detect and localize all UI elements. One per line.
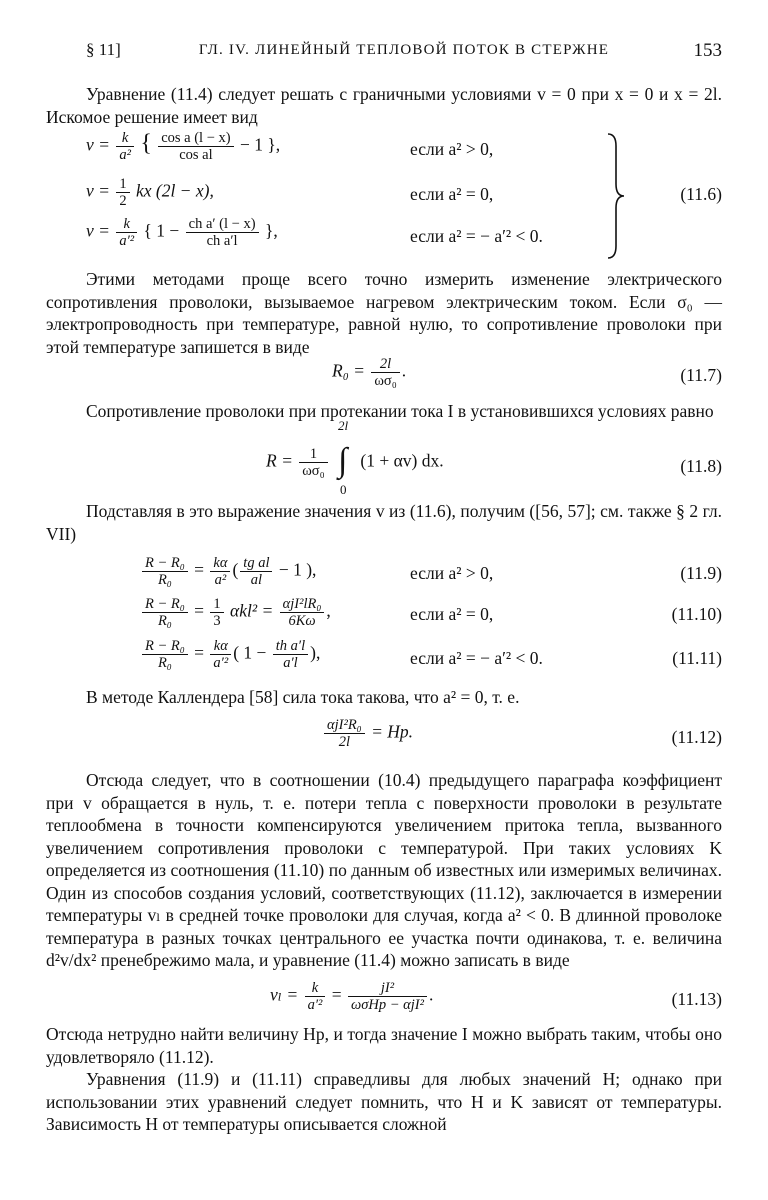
equation-11-8 xyxy=(266,417,444,497)
paragraph: Подставляя в это выражение значения v из (11.6), получим ([56, 57]; см. также § 2 гл. VII) xyxy=(46,501,722,544)
eq-text: v = xyxy=(86,134,110,155)
eq-text: = xyxy=(331,984,342,1005)
equation-number: (11.7) xyxy=(680,365,722,385)
paragraph: Этими методами проще всего точно измерить изменение электрического сопротивления проволоки, вызываемое нагревом электрическим током. Если σ₀ — электропроводность при температуре, равной нулю, то сопротивление проволоки при этой температуре запишется в виде xyxy=(46,269,722,357)
equation-11-6a: v = $\frac{k}{\text{a²}}$ { $\frac{\text{cos a (l − x)}}{\text{cos al}}$ − 1 }, xyxy=(86,130,281,163)
eq-text: = xyxy=(194,642,205,663)
equation-number: (11.11) xyxy=(672,648,722,668)
equation-number: (11.13) xyxy=(671,989,722,1009)
paragraph: В методе Каллендера [58] сила тока такова, что a² = 0, т. е. xyxy=(86,687,520,707)
eq-text: 2l xyxy=(338,417,349,433)
eq-text: . xyxy=(428,984,434,1005)
eq-text: k xyxy=(305,980,326,997)
integral-sign: 2l ∫ 0 xyxy=(338,417,349,497)
eq-text: . xyxy=(401,360,407,381)
eq-text: }, xyxy=(264,220,278,241)
eq-text: { 1 − xyxy=(143,220,180,241)
eq-text: ωσHp − αjI² xyxy=(350,997,424,1013)
equation-number: (11.12) xyxy=(671,727,722,747)
eq-text: 1 xyxy=(210,596,223,613)
chapter-title: ГЛ. IV. ЛИНЕЙНЫЙ ТЕПЛОВОЙ ПОТОК В СТЕРЖНЕ xyxy=(198,42,610,58)
eq-text: (1 + αv) dx. xyxy=(360,450,444,471)
eq-text: R − R₀ xyxy=(142,596,188,613)
eq-text: 2l xyxy=(371,356,399,373)
eq-text: R₀ xyxy=(157,572,172,588)
equation-number: (11.10) xyxy=(671,604,722,624)
condition: если a² = − a′² < 0. xyxy=(410,648,543,668)
paragraph: Отсюда нетрудно найти величину Hp, и тогда значение I можно выбрать таким, чтобы оно удовлетворяло (11.12). xyxy=(46,1024,722,1067)
eq-text: kα xyxy=(210,555,230,572)
eq-text: R₀ xyxy=(157,613,172,629)
eq-text: R₀ = xyxy=(332,360,365,381)
eq-text: kα xyxy=(210,638,231,655)
eq-text: 1 xyxy=(116,176,129,193)
eq-text: th a′l xyxy=(273,638,308,655)
eq-text: = Hp. xyxy=(371,721,414,742)
eq-text: a² xyxy=(214,572,227,588)
condition: если a² = 0, xyxy=(410,604,494,624)
running-header xyxy=(86,40,722,66)
equation-11-13 xyxy=(270,980,433,1013)
paragraph: Отсюда следует, что в соотношении (10.4) предыдущего параграфа коэффициент при v обращается в нуль, т. е. потери тепла с поверхности проволоки в результате теплообмена в точности компенсируются увеличением притока тепла, вызванного увеличением сопротивления проволоки с температурой. При таких условиях K определяется из соотношения (11.10) по данным об известных или измеримых величинах. Один из способов создания условий, соответствующих (11.12), заключается в измерении температуры vₗ в средней точке проволоки для случая, когда a² < 0. В длинной проволоке температура в разных точках центрального ее участка почти одинакова, т. е. величина d²v/dx² пренебрежимо мала, и уравнение (11.4) можно записать в виде xyxy=(46,770,722,970)
equation-11-10 xyxy=(140,596,331,629)
equation-number: (11.6) xyxy=(680,184,722,204)
equation-11-6c xyxy=(86,216,278,249)
equation-11-6b xyxy=(86,176,214,209)
eq-text: ), xyxy=(310,642,321,663)
page-number: 153 xyxy=(693,40,722,61)
eq-text: αkl² = xyxy=(230,600,274,621)
eq-text: a′² xyxy=(213,655,229,671)
eq-text: αjI²R₀ xyxy=(324,717,365,734)
eq-text: k xyxy=(116,216,137,233)
eq-text: a′l xyxy=(283,655,298,671)
eq-text: al xyxy=(250,572,263,588)
eq-text: tg al xyxy=(240,555,272,572)
equation-11-11 xyxy=(140,638,320,671)
condition: если a² = − a′² < 0. xyxy=(410,226,543,246)
eq-text: 2 xyxy=(119,193,127,209)
eq-text: v = xyxy=(86,180,110,201)
eq-text: 2l xyxy=(338,734,350,750)
equation-11-12 xyxy=(322,717,413,750)
eq-text: ωσ₀ xyxy=(374,373,397,389)
eq-text: − 1 ), xyxy=(278,559,317,580)
eq-text: 6Kω xyxy=(288,613,316,629)
equation-number: (11.9) xyxy=(680,563,722,583)
eq-text: , xyxy=(326,600,331,621)
paragraph: Уравнения (11.9) и (11.11) справедливы для любых значений H; однако при использовании этих уравнений следует помнить, что H и K зависят от температуры. Зависимость H от температуры описывается сложной xyxy=(46,1069,722,1134)
condition: если a² > 0, xyxy=(410,139,494,159)
eq-text: v = xyxy=(86,220,110,241)
eq-text: ( 1 − xyxy=(233,642,267,663)
equation-11-7 xyxy=(332,356,406,389)
eq-text: R − R₀ xyxy=(142,638,188,655)
eq-text: R − R₀ xyxy=(142,555,188,572)
eq-text: a′² xyxy=(119,233,135,249)
eq-text: 3 xyxy=(213,613,221,629)
eq-text: cos al xyxy=(179,147,213,163)
equation-number: (11.8) xyxy=(680,456,722,476)
paragraph: Уравнение (11.4) следует решать с граничными условиями v = 0 при x = 0 и x = 2l. Искомое решение имеет вид xyxy=(46,84,722,127)
right-brace xyxy=(606,132,626,260)
eq-text: k xyxy=(116,130,134,147)
eq-text: R = xyxy=(266,450,293,471)
section-ref: § 11] xyxy=(86,40,121,59)
eq-text: ch a′ (l − x) xyxy=(186,216,259,233)
eq-text: ch a′l xyxy=(206,233,238,249)
eq-text: a′² xyxy=(307,997,323,1013)
eq-text: αjI²lR₀ xyxy=(280,596,325,613)
eq-text: = xyxy=(194,600,205,621)
eq-text: = xyxy=(194,559,205,580)
eq-text: cos a (l − x) xyxy=(158,130,233,147)
paragraph: Сопротивление проволоки при протекании тока I в установившихся условиях равно xyxy=(86,401,714,421)
eq-text: vₗ = xyxy=(270,984,299,1005)
eq-text: a² xyxy=(119,147,131,163)
eq-text: R₀ xyxy=(157,655,172,671)
eq-text: − 1 }, xyxy=(239,134,281,155)
eq-text: 1 xyxy=(299,446,327,463)
condition: если a² > 0, xyxy=(410,563,494,583)
eq-text: ωσ₀ xyxy=(302,463,325,479)
eq-text: 0 xyxy=(340,481,347,497)
eq-text: kx (2l − x), xyxy=(135,180,214,201)
eq-text: ( xyxy=(232,559,239,580)
eq-text: jI² xyxy=(348,980,427,997)
equation-11-9 xyxy=(140,555,316,588)
condition: если a² = 0, xyxy=(410,184,494,204)
